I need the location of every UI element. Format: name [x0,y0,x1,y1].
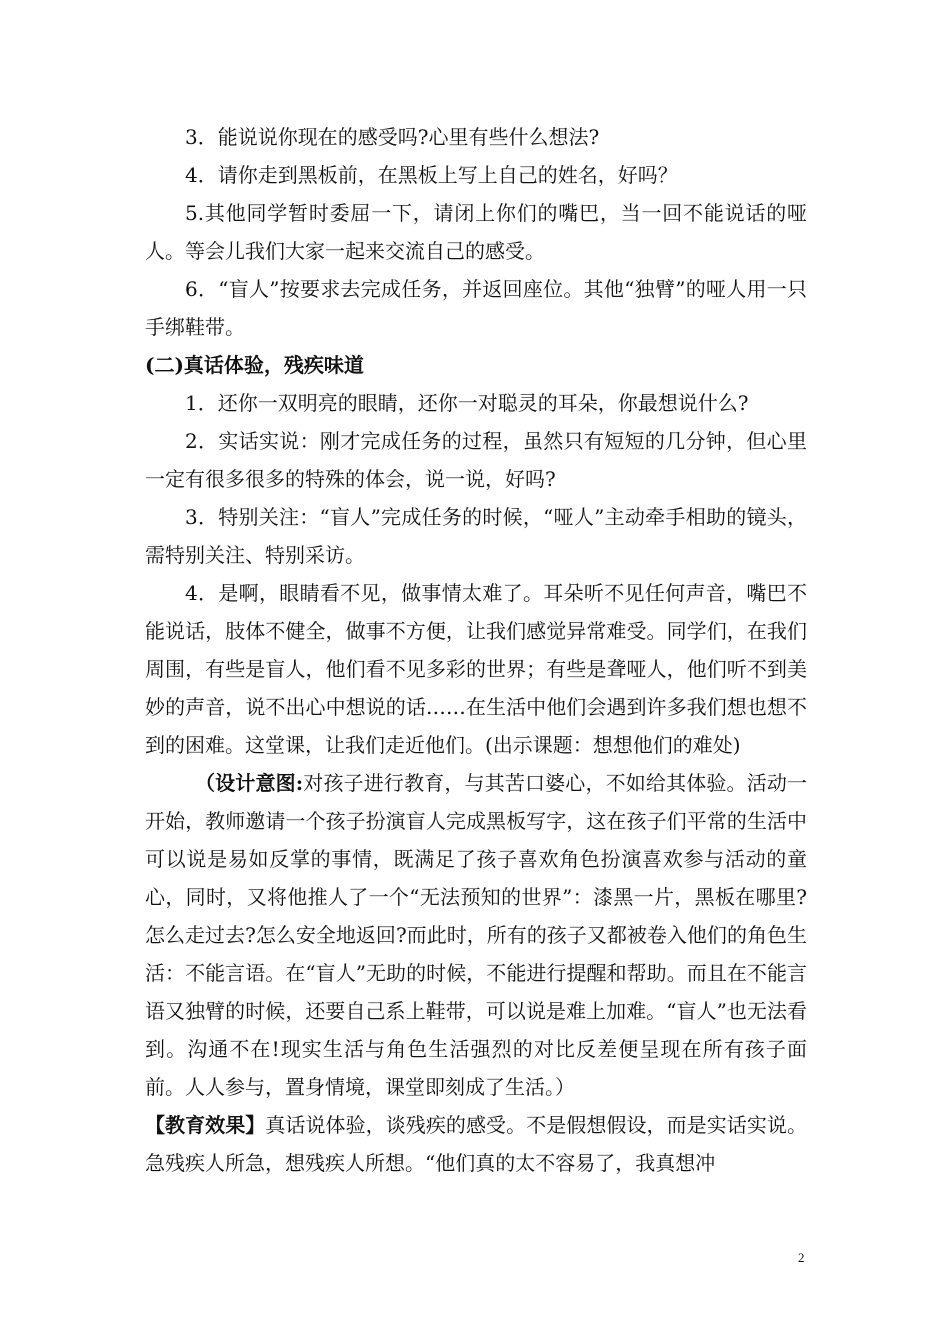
paragraph-item-6: 6．“盲人”按要求去完成任务，并返回座位。其他“独臂”的哑人用一只手绑鞋带。 [145,277,807,339]
page-number: 2 [798,1250,805,1265]
design-intent-label: （设计意图: [195,771,304,795]
education-effect-text: 真话说体验，谈残疾的感受。不是假想假设，而是实话实说。急残疾人所急，想残疾人所想。“他们真的太不容易了，我真想冲 [145,1113,807,1175]
paragraph-item-4: 4．请你走到黑板前，在黑板上写上自己的姓名，好吗？ [185,163,678,187]
paragraph-item-3: 3．能说说你现在的感受吗?心里有些什么想法? [185,125,600,149]
education-effect-label: 【教育效果】 [145,1113,266,1137]
education-effect-paragraph [145,1106,807,1182]
paragraph-section2-item-2: 2．实话实说：刚才完成任务的过程，虽然只有短短的几分钟，但心里一定有很多很多的特殊的体会，说一说，好吗? [145,429,807,491]
document-body [145,118,807,1182]
paragraph-item-5: 5.其他同学暂时委屈一下，请闭上你们的嘴巴，当一回不能说话的哑人。等会儿我们大家一起来交流自己的感受。 [145,201,807,263]
paragraph-section2-item-4: 4．是啊，眼睛看不见，做事情太难了。耳朵听不见任何声音，嘴巴不能说话，肢体不健全，做事不方便，让我们感觉异常难受。同学们，在我们周围，有些是盲人，他们看不见多彩的世界；有些是聋哑人，他们听不到美妙的声音，说不出心中想说的话……在生活中他们会遇到许多我们想也想不到的困难。这堂课，让我们走近他们。(出示课题：想想他们的难处) [145,581,807,757]
paragraph-section2-item-3: 3．特别关注：“盲人”完成任务的时候，“哑人”主动牵手相助的镜头，需特别关注、特别采访。 [145,505,807,567]
design-intent-text: 对孩子进行教育，与其苦口婆心，不如给其体验。活动一开始，教师邀请一个孩子扮演盲人完成黑板写字，这在孩子们平常的生活中可以说是易如反掌的事情，既满足了孩子喜欢角色扮演喜欢参与活动的童心，同时，又将他推人了一个“无法预知的世界”：漆黑一片，黑板在哪里?怎么走过去?怎么安全地返回?而此时，所有的孩子又都被卷入他们的角色生活：不能言语。在“盲人”无助的时候，不能进行提醒和帮助。而且在不能言语又独臂的时候，还要自己系上鞋带，可以说是难上加难。“盲人”也无法看到。沟通不在!现实生活与角色生活强烈的对比反差便呈现在所有孩子面前。人人参与，置身情境，课堂即刻成了生活。） [145,771,807,1099]
section-heading: (二)真话体验，残疾味道 [145,353,364,377]
design-intent-paragraph [145,764,807,1106]
paragraph-section2-item-1: 1．还你一双明亮的眼睛，还你一对聪灵的耳朵，你最想说什么? [185,391,749,415]
